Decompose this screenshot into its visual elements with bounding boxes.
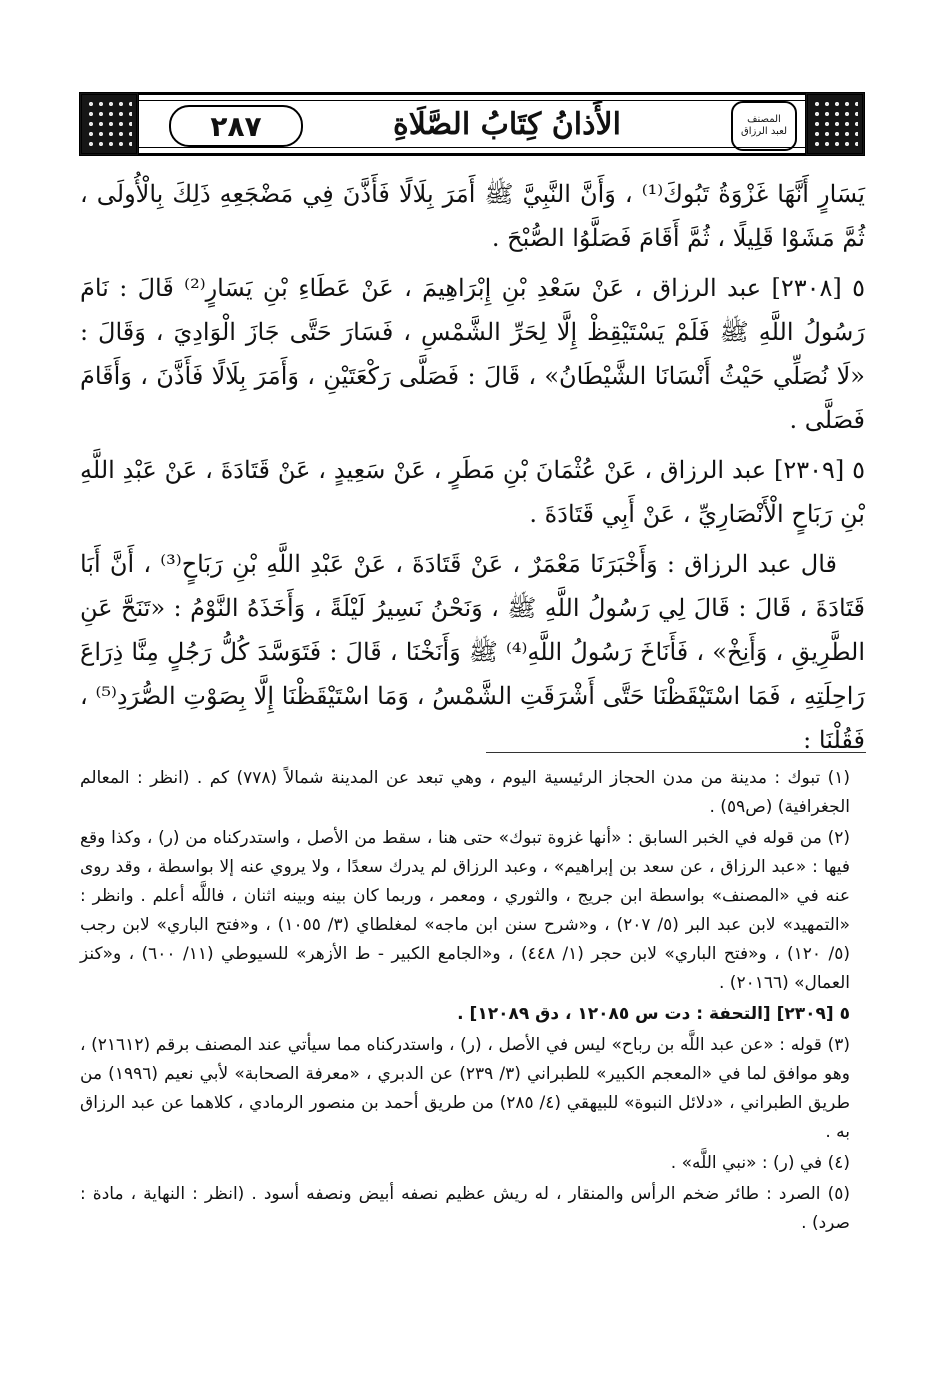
footnote-3: (٣) قوله : «عن عبد اللَّه بن رباح» ليس في الأصل ، (ر) ، واستدركناه مما سيأتي عند المصنف برقم (٢١٦١٢) ، وهو موافق لما في «المعجم الكبير» للطبراني (٣/ ٢٣٩) عن الدبري ، «معرفة الصحابة» لأبي نعيم (١٩٩٦) من طريق الطبراني ، «دلائل النبوة» للبيهقي (٤/ ٢٨٥) من طريق أحمد بن منصور الرمادي ، كلاهما عن عبد الرزاق به .: [80, 1035, 850, 1142]
paragraph: قال عبد الرزاق : وَأَخْبَرَنَا مَعْمَرٌ ، عَنْ قَتَادَةَ ، عَنْ عَبْدِ اللَّهِ بْنِ رَبَاحٍ⁽³⁾ ، أَنَّ أَبَا قَتَادَةَ ، قَالَ : قَالَ لِي رَسُولُ اللَّهِ ﷺ ، وَنَحْنُ نَسِيرُ لَيْلَةً ، وَأَخَذَهُ النَّوْمُ : «تَنَحَّ عَنِ الطَّرِيقِ ، وَأَنِخْ» ، فَأَنَاخَ رَسُولُ اللَّهِ⁽⁴⁾ ﷺ وَأَنَخْنَا ، قَالَ : فَتَوَسَّدَ كُلُّ رَجُلٍ مِنَّا ذِرَاعَ رَاحِلَتِهِ ، فَمَا اسْتَيْقَظْنَا حَتَّى أَشْرَقَتِ الشَّمْسُ ، وَمَا اسْتَيْقَظْنَا إِلَّا بِصَوْتِ الصُّرَدِ⁽⁵⁾ ، فَقُلْنَا :: [80, 550, 865, 754]
footnote-tuhfa: ٥ [٢٣٠٩] [التحفة : دت س ١٢٠٨٥ ، دق ١٢٠٨٩] .: [457, 1004, 850, 1024]
logo-line-1: المصنف: [747, 114, 781, 125]
footnote-1: (١) تبوك : مدينة من مدن الحجاز الرئيسية اليوم ، وهي تبعد عن المدينة شمالاً (٧٧٨) كم . (انظر : المعالم الجغرافية) (ص٥٩) .: [80, 768, 850, 817]
main-text: [80, 172, 865, 768]
footnote-4: (٤) في (ر) : «نبي اللَّه» .: [670, 1153, 850, 1173]
footnote-2: (٢) من قوله في الخبر السابق : «أنها غزوة تبوك» حتى هنا ، سقط من الأصل ، واستدركناه من (ر) ، وكذا وقع فيها : «عبد الرزاق ، عن سعد بن إبراهيم» ، وعبد الرزاق لم يدرك سعدًا ، ولا يروي عنه إلا بواسطة ، وقد روى عنه في «المصنف» بواسطة ابن جريج ، والثوري ، ومعمر ، وربما كان بينه وبينه اثنان ، فاللَّه أعلم . وانظر : «التمهيد» لابن عبد البر (٥/ ٢٠٧) ، و«شرح سنن ابن ماجه» لمغلطاي (٣/ ١٠٥٥) ، و«فتح الباري» لابن رجب (٥/ ١٢٠) ، و«فتح الباري» لابن حجر (١/ ٤٤٨) ، و«الجامع الكبير - ط الأزهر» للسيوطي (١١/ ٦٠٠) ، و«كنز العمال» (٢٠١٦٦) .: [80, 828, 851, 993]
page-header: [79, 92, 865, 156]
paragraph: يَسَارٍ أَنَّهَا غَزْوَةُ تَبُوكَ⁽¹⁾ ، وَأَنَّ النَّبِيَّ ﷺ أَمَرَ بِلَالًا فَأَذَّنَ فِي مَضْجَعِهِ ذَلِكَ بِالْأُولَى ، ثُمَّ مَشَوْا قَلِيلًا ، ثُمَّ أَقَامَ فَصَلَّوُا الصُّبْحَ .: [80, 180, 865, 252]
footnotes: [80, 764, 850, 1240]
hadith-2309: ٥ [٢٣٠٩] عبد الرزاق ، عَنْ عُثْمَانَ بْنِ مَطَرٍ ، عَنْ سَعِيدٍ ، عَنْ قَتَادَةَ ، عَنْ عَبْدِ اللَّهِ بْنِ رَبَاحٍ الْأَنْصَارِيِّ ، عَنْ أَبِي قَتَادَةَ .: [80, 456, 865, 528]
header-band: [139, 92, 805, 156]
running-title: الأَذانُ كِتَابُ الصَّلَاةِ: [393, 106, 621, 142]
logo-line-2: لعبد الرزاق: [740, 126, 788, 137]
hadith-2308: ٥ [٢٣٠٨] عبد الرزاق ، عَنْ سَعْدِ بْنِ إِبْرَاهِيمَ ، عَنْ عَطَاءِ بْنِ يَسَارٍ⁽²⁾ قَالَ : نَامَ رَسُولُ اللَّهِ ﷺ فَلَمْ يَسْتَيْقِظْ إِلَّا لِحَرِّ الشَّمْسِ ، فَسَارَ حَتَّى جَازَ الْوَادِيَ ، وَقَالَ : «لَا نُصَلِّي حَيْثُ أَنْسَانَا الشَّيْطَانُ» ، قَالَ : فَصَلَّى رَكْعَتَيْنِ ، وَأَمَرَ بِلَالًا فَأَذَّنَ ، وَأَقَامَ فَصَلَّى .: [80, 274, 865, 434]
footnote-separator: [486, 752, 866, 753]
book-logo: [731, 101, 797, 151]
header-ornament-left: [79, 92, 139, 156]
header-ornament-right: [805, 92, 865, 156]
page-number: ٢٨٧: [169, 105, 303, 147]
footnote-5: (٥) الصرد : طائر ضخم الرأس والمنقار ، له ريش عظيم نصفه أبيض ونصفه أسود . (انظر : النهاية ، مادة : صرد) .: [80, 1184, 850, 1233]
